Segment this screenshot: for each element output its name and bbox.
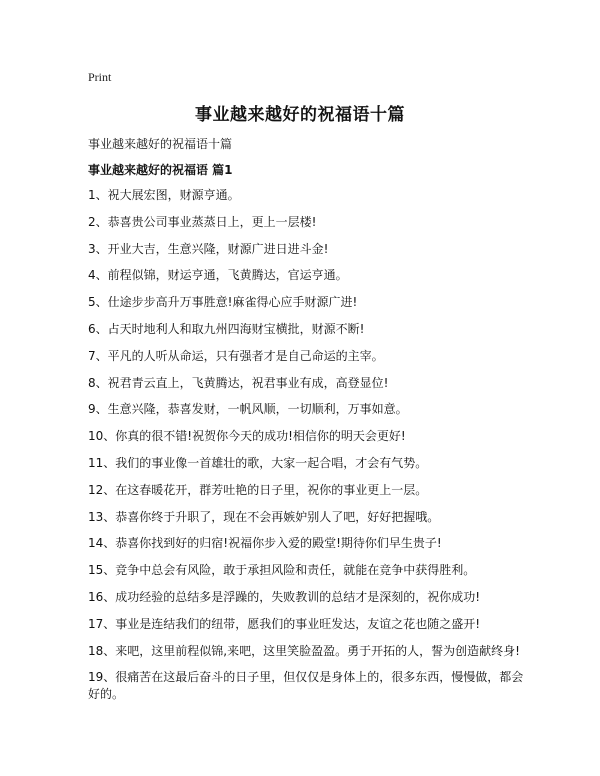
list-item: 7、平凡的人听从命运，只有强者才是自己命运的主宰。	[88, 348, 384, 363]
list-item: 15、竞争中总会有风险，敢于承担风险和责任，就能在竞争中获得胜利。	[88, 563, 476, 578]
list-item: 19、很痛苦在这最后奋斗的日子里，但仅仅是身体上的，很多东西，慢慢做，都会好的。	[88, 670, 524, 702]
list-item: 9、生意兴隆，恭喜发财，一帆风顺，一切顺利，万事如意。	[88, 402, 408, 417]
print-label: Print	[88, 70, 112, 84]
list-item: 6、占天时地利人和取九州四海财宝横批，财源不断!	[88, 321, 365, 336]
list-item: 17、事业是连结我们的纽带，愿我们的事业旺发达，友谊之花也随之盛开!	[88, 616, 481, 631]
list-item: 16、成功经验的总结多是浮躁的，失败教训的总结才是深刻的，祝你成功!	[88, 589, 481, 604]
list-item: 10、你真的很不错!祝贺你今天的成功!相信你的明天会更好!	[88, 429, 406, 444]
list-item: 1、祝大展宏图，财源亨通。	[88, 188, 240, 202]
list-item: 11、我们的事业像一首雄壮的歌，大家一起合唱，才会有气势。	[88, 455, 428, 470]
list-item: 2、恭喜贵公司事业蒸蒸日上，更上一层楼!	[88, 214, 317, 229]
list-item: 4、前程似锦，财运亨通，飞黄腾达，官运亨通。	[88, 268, 348, 283]
list-item: 8、祝君青云直上，飞黄腾达，祝君事业有成，高登显位!	[88, 375, 389, 390]
list-item: 13、恭喜你终于升职了，现在不会再嫉妒别人了吧，好好把握哦。	[88, 509, 440, 524]
blessing-list	[88, 187, 528, 703]
list-item: 18、来吧，这里前程似锦,来吧，这里笑脸盈盈。勇于开拓的人，誓为创造献终身!	[88, 643, 520, 658]
list-item: 3、开业大吉，生意兴隆，财源广进日进斗金!	[88, 241, 329, 256]
document-subtitle: 事业越来越好的祝福语十篇	[88, 137, 233, 151]
list-item: 5、仕途步步高升万事胜意!麻雀得心应手财源广进!	[88, 295, 358, 310]
section-heading: 事业越来越好的祝福语 篇1	[88, 163, 233, 177]
list-item: 12、在这春暖花开，群芳吐艳的日子里，祝你的事业更上一层。	[88, 482, 428, 497]
list-item: 14、恭喜你找到好的归宿!祝福你步入爱的殿堂!期待你们早生贵子!	[88, 536, 442, 551]
document-title: 事业越来越好的祝福语十篇	[195, 105, 405, 125]
